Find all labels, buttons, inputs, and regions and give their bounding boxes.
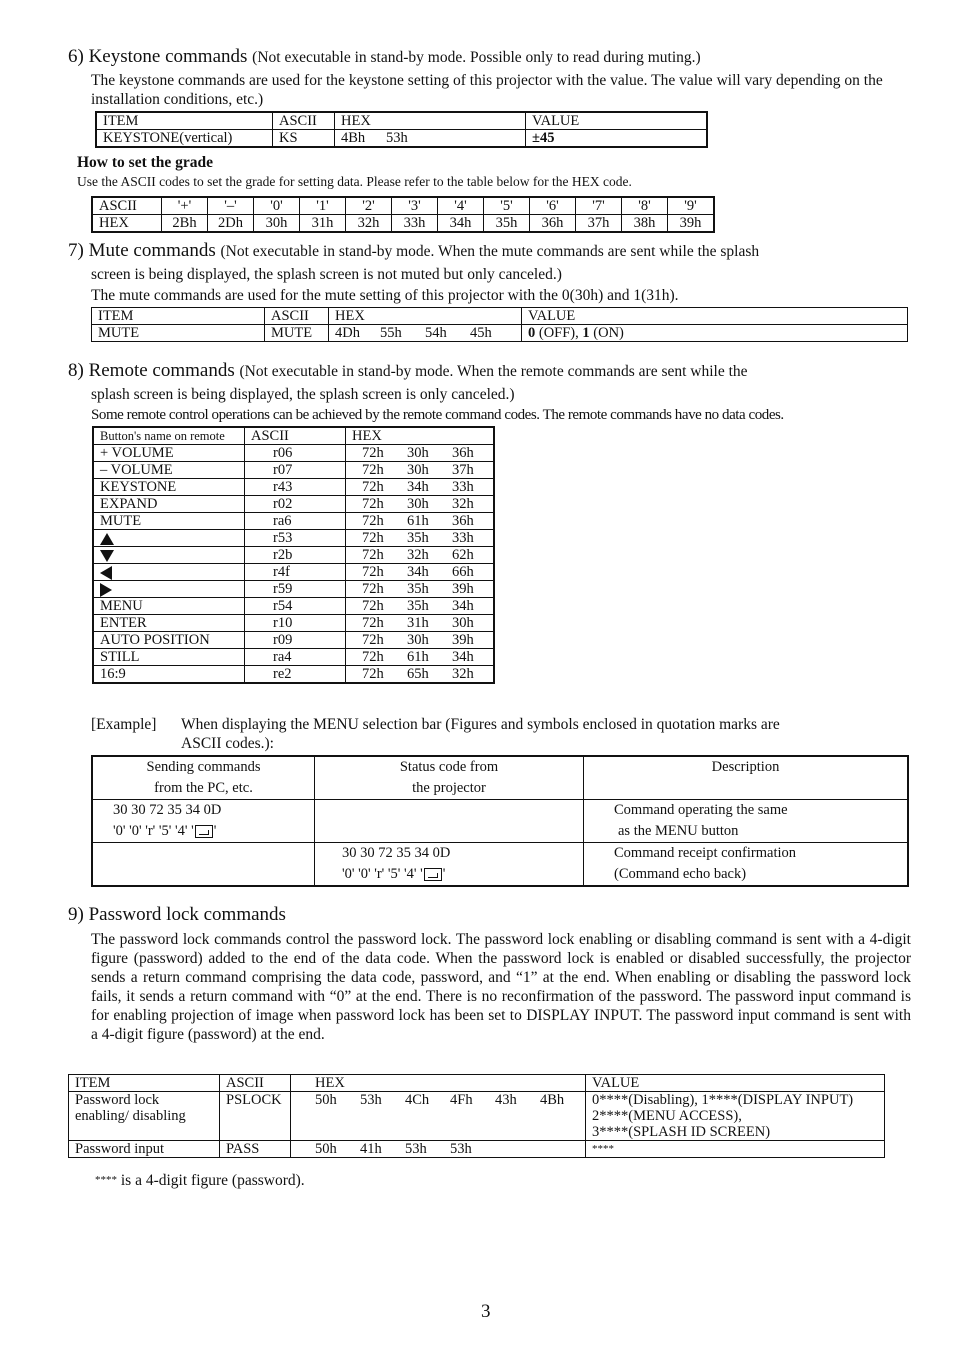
example-table xyxy=(91,755,909,887)
example-header-send: Sending commands from the PC, etc. xyxy=(92,756,315,800)
remote-row xyxy=(93,666,494,684)
remote-row xyxy=(93,598,494,615)
password-input-item: Password input xyxy=(69,1141,220,1158)
grade-ascii-cell: '6' xyxy=(530,197,576,215)
grade-ascii-cell: '7' xyxy=(576,197,622,215)
keystone-header-item: ITEM xyxy=(96,112,273,130)
example-send-description: Command operating the same as the MENU button xyxy=(584,800,909,843)
section-6-note: (Not executable in stand-by mode. Possible only to read during muting.) xyxy=(252,49,701,66)
mute-header-hex: HEX xyxy=(329,308,522,325)
example-echo-description: Command receipt confirmation (Command echo back) xyxy=(584,843,909,887)
mute-hex: 4Dh 55h 54h 45h xyxy=(329,325,522,342)
mute-value: 0 (OFF), 1 (ON) xyxy=(522,325,908,342)
remote-ascii: r2b xyxy=(245,547,346,564)
password-header-item: ITEM xyxy=(69,1075,220,1092)
remote-ascii: r53 xyxy=(245,530,346,547)
grade-ascii-cell: '8' xyxy=(622,197,668,215)
grade-ascii-cell: '2' xyxy=(346,197,392,215)
remote-hex: 72h 30h 39h xyxy=(346,632,495,649)
remote-ascii: ra4 xyxy=(245,649,346,666)
example-text-1: When displaying the MENU selection bar (Figures and symbols enclosed in quotation marks are xyxy=(181,716,780,733)
password-lock-ascii: PSLOCK xyxy=(220,1092,291,1141)
section-6-title: 6) Keystone commands xyxy=(68,46,248,67)
section-9-heading: 9) Password lock commands xyxy=(68,904,286,925)
password-input-value: **** xyxy=(586,1141,885,1158)
remote-row xyxy=(93,649,494,666)
remote-ascii: r54 xyxy=(245,598,346,615)
remote-hex: 72h 65h 32h xyxy=(346,666,495,684)
remote-button-name: STILL xyxy=(93,649,245,666)
remote-button-name: AUTO POSITION xyxy=(93,632,245,649)
section-7-title: 7) Mute commands xyxy=(68,240,216,261)
example-send-command: 30 30 72 35 34 0D '0' '0' 'r' '5' '4' ' ' xyxy=(92,800,315,843)
mute-header-item: ITEM xyxy=(92,308,265,325)
enter-key-icon xyxy=(424,868,442,881)
password-header-ascii: ASCII xyxy=(220,1075,291,1092)
grade-ascii-cell: '4' xyxy=(438,197,484,215)
up-arrow-icon xyxy=(100,533,114,545)
password-header-hex: HEX xyxy=(291,1075,586,1092)
section-7-note-2: screen is being displayed, the splash screen is not muted but only canceled.) xyxy=(91,266,562,283)
remote-hex: 72h 35h 33h xyxy=(346,530,495,547)
remote-ascii: r06 xyxy=(245,445,346,462)
grade-hex-cell: 32h xyxy=(346,215,392,233)
remote-hex: 72h 35h 34h xyxy=(346,598,495,615)
remote-button-name xyxy=(93,564,245,581)
remote-hex: 72h 30h 32h xyxy=(346,496,495,513)
grade-hex-cell: 38h xyxy=(622,215,668,233)
section-8-title: 8) Remote commands xyxy=(68,360,235,381)
grade-hex-cell: 33h xyxy=(392,215,438,233)
grade-ascii-cell: '5' xyxy=(484,197,530,215)
remote-hex: 72h 32h 62h xyxy=(346,547,495,564)
keystone-value: ±45 xyxy=(526,130,708,148)
example-label: [Example] xyxy=(91,716,157,733)
grade-ascii-cell: '3' xyxy=(392,197,438,215)
keystone-hex: 4Bh 53h xyxy=(335,130,526,148)
page-number: 3 xyxy=(481,1301,491,1322)
remote-ascii: r02 xyxy=(245,496,346,513)
grade-ascii-cell: '+' xyxy=(162,197,208,215)
grade-hex-cell: 2Bh xyxy=(162,215,208,233)
keystone-ascii: KS xyxy=(273,130,335,148)
section-8-paragraph: Some remote control operations can be achieved by the remote command codes. The remote commands have no data codes. xyxy=(91,407,784,423)
remote-hex: 72h 31h 30h xyxy=(346,615,495,632)
remote-row xyxy=(93,496,494,513)
example-header-status: Status code from the projector xyxy=(315,756,584,800)
remote-row xyxy=(93,513,494,530)
remote-row xyxy=(93,581,494,598)
remote-button-name: EXPAND xyxy=(93,496,245,513)
grade-table xyxy=(91,196,715,233)
password-lock-item: Password lock enabling/ disabling xyxy=(69,1092,220,1141)
remote-ascii: r09 xyxy=(245,632,346,649)
keystone-header-value: VALUE xyxy=(526,112,708,130)
section-7-heading xyxy=(68,240,759,262)
remote-row xyxy=(93,632,494,649)
grade-hex-cell: 31h xyxy=(300,215,346,233)
section-7-note-1: (Not executable in stand-by mode. When the mute commands are sent while the splash xyxy=(220,243,760,260)
section-7-paragraph: The mute commands are used for the mute setting of this projector with the 0(30h) and 1(31h). xyxy=(91,287,679,304)
remote-ascii: ra6 xyxy=(245,513,346,530)
grade-ascii-label: ASCII xyxy=(92,197,162,215)
remote-button-name: + VOLUME xyxy=(93,445,245,462)
remote-hex: 72h 30h 37h xyxy=(346,462,495,479)
mute-item: MUTE xyxy=(92,325,265,342)
remote-hex: 72h 61h 34h xyxy=(346,649,495,666)
remote-button-name xyxy=(93,581,245,598)
remote-button-name xyxy=(93,530,245,547)
remote-button-name: – VOLUME xyxy=(93,462,245,479)
keystone-table xyxy=(95,111,708,148)
example-text-2: ASCII codes.): xyxy=(181,735,274,752)
grade-hex-cell: 34h xyxy=(438,215,484,233)
remote-ascii: re2 xyxy=(245,666,346,684)
remote-hex: 72h 35h 39h xyxy=(346,581,495,598)
remote-button-name xyxy=(93,547,245,564)
section-9-paragraph: The password lock commands control the password lock. The password lock enabling or disabling command is sent with a 4-digit figure (password) added to the end of the data code. When the password lock is enabled or disabled successfully, the projector sends a return command comprising the data code, password, and “1” at the end. When enabling or disabling the password lock fails, it sends a return command with “0” at the end. There is no reconfirmation of the password. The password input command is for enabling projection of image when password lock has been set to DISPLAY INPUT. The password input command is sent with a 4-digit figure (password) at the end. xyxy=(91,931,911,1043)
password-footnote: **** is a 4-digit figure (password). xyxy=(95,1172,305,1189)
remote-row xyxy=(93,462,494,479)
example-header-description: Description xyxy=(584,756,909,800)
grade-hex-label: HEX xyxy=(92,215,162,233)
grade-hex-cell: 37h xyxy=(576,215,622,233)
remote-row xyxy=(93,479,494,496)
remote-header-hex: HEX xyxy=(346,427,495,445)
grade-ascii-cell: '0' xyxy=(254,197,300,215)
remote-row xyxy=(93,547,494,564)
grade-hex-cell: 39h xyxy=(668,215,715,233)
example-echo-send xyxy=(92,843,315,887)
remote-button-name: MENU xyxy=(93,598,245,615)
example-echo-status: 30 30 72 35 34 0D '0' '0' 'r' '5' '4' ' ' xyxy=(315,843,584,887)
mute-table xyxy=(91,307,908,342)
section-8-note-1: (Not executable in stand-by mode. When the remote commands are sent while the xyxy=(239,363,748,380)
section-6-heading xyxy=(68,46,701,68)
remote-hex: 72h 61h 36h xyxy=(346,513,495,530)
grade-hex-cell: 30h xyxy=(254,215,300,233)
mute-ascii: MUTE xyxy=(265,325,329,342)
grade-hex-row xyxy=(92,215,714,233)
keystone-header-hex: HEX xyxy=(335,112,526,130)
remote-ascii: r10 xyxy=(245,615,346,632)
remote-ascii: r43 xyxy=(245,479,346,496)
grade-hex-cell: 2Dh xyxy=(208,215,254,233)
remote-ascii: r59 xyxy=(245,581,346,598)
left-arrow-icon xyxy=(100,566,112,580)
grade-ascii-cell: '1' xyxy=(300,197,346,215)
grade-ascii-cell: '9' xyxy=(668,197,715,215)
password-lock-value: 0****(Disabling), 1****(DISPLAY INPUT) 2****(MENU ACCESS), 3****(SPLASH ID SCREEN) xyxy=(586,1092,885,1141)
password-input-ascii: PASS xyxy=(220,1141,291,1158)
mute-header-ascii: ASCII xyxy=(265,308,329,325)
grade-hex-cell: 35h xyxy=(484,215,530,233)
remote-hex: 72h 34h 33h xyxy=(346,479,495,496)
remote-button-name: 16:9 xyxy=(93,666,245,684)
mute-header-value: VALUE xyxy=(522,308,908,325)
password-input-hex: 50h 41h 53h 53h xyxy=(291,1141,586,1158)
remote-button-name: MUTE xyxy=(93,513,245,530)
grade-ascii-row xyxy=(92,197,714,215)
grade-hex-cell: 36h xyxy=(530,215,576,233)
remote-row xyxy=(93,564,494,581)
keystone-item: KEYSTONE(vertical) xyxy=(96,130,273,148)
password-header-value: VALUE xyxy=(586,1075,885,1092)
password-lock-hex: 50h 53h 4Ch 4Fh 43h 4Bh xyxy=(291,1092,586,1141)
remote-hex: 72h 34h 66h xyxy=(346,564,495,581)
remote-hex: 72h 30h 36h xyxy=(346,445,495,462)
down-arrow-icon xyxy=(100,550,114,562)
remote-button-name: ENTER xyxy=(93,615,245,632)
remote-row xyxy=(93,445,494,462)
section-8-note-2: splash screen is being displayed, the splash screen is only canceled.) xyxy=(91,386,515,403)
remote-row xyxy=(93,615,494,632)
grade-ascii-cell: '–' xyxy=(208,197,254,215)
section-6-paragraph: The keystone commands are used for the keystone setting of this projector with the value. The value will vary depending on the installation conditions, etc.) xyxy=(91,72,883,108)
remote-header-name: Button's name on remote xyxy=(93,427,245,445)
example-send-status xyxy=(315,800,584,843)
password-table xyxy=(68,1074,885,1158)
right-arrow-icon xyxy=(100,583,112,597)
remote-table xyxy=(92,426,495,684)
remote-ascii: r4f xyxy=(245,564,346,581)
remote-ascii: r07 xyxy=(245,462,346,479)
keystone-header-ascii: ASCII xyxy=(273,112,335,130)
enter-key-icon xyxy=(195,825,213,838)
grade-title: How to set the grade xyxy=(77,154,214,171)
remote-header-ascii: ASCII xyxy=(245,427,346,445)
section-8-heading xyxy=(68,360,748,382)
remote-row xyxy=(93,530,494,547)
remote-button-name: KEYSTONE xyxy=(93,479,245,496)
grade-text: Use the ASCII codes to set the grade for setting data. Please refer to the table below for the HEX code. xyxy=(77,174,632,189)
